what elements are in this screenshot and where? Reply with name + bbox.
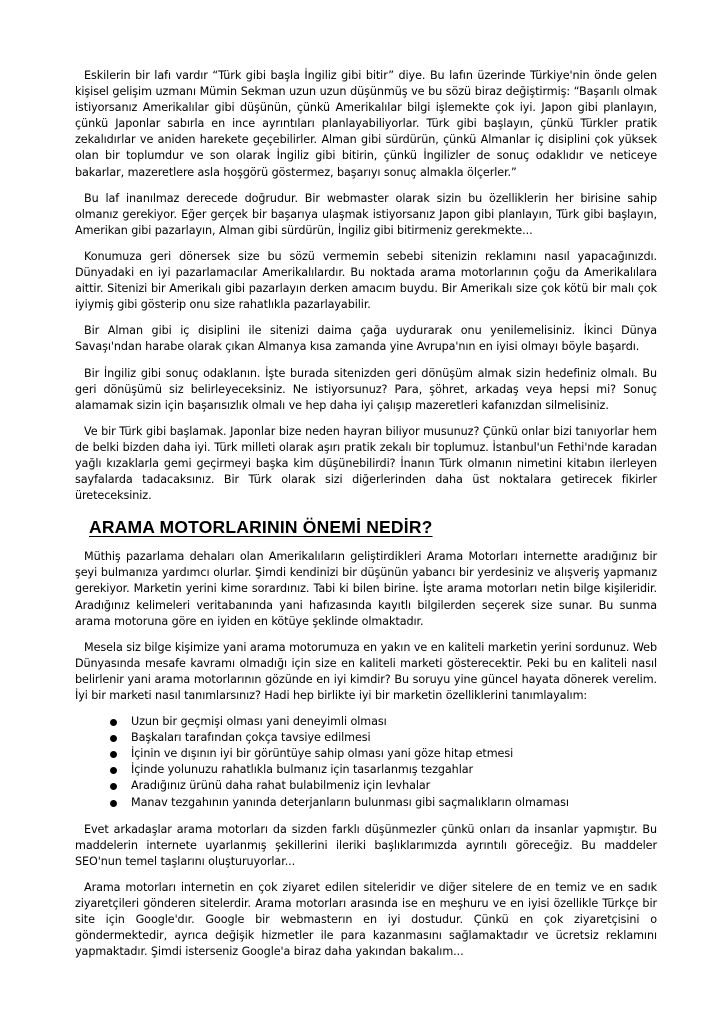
intro-paragraph-2: Bu laf inanılmaz derecede doğrudur. Bir webmaster olarak sizin bu özelliklerin her birisine sahip olmanız gerekiyor. Eğer gerçek bir başarıya ulaşmak istiyorsanız Japon gibi planlayın, Türk gibi başlayın, Amerikan gibi pazarlayın, Alman gibi sürdürün, İngiliz gibi bitirmeniz gerekmekte... [75,191,657,237]
list-item-text: Aradığınız ürünü daha rahat bulabilmeniz için levhalar [131,779,431,793]
closing-paragraph-1: Evet arkadaşlar arama motorları da sizden farklı düşünmezler çünkü onları da insanlar yapmıştır. Bu maddelerin internete uyarlanmış şekillerini ileriki başlıklarımızda ayrıntılı göreceğiz. Bu maddeler SEO'nun temel taşlarını oluşturuyorlar... [75,822,657,868]
bullet-icon [110,735,117,742]
bullet-icon [110,751,117,758]
bullet-icon [110,800,117,807]
section-heading: ARAMA MOTORLARININ ÖNEMİ NEDİR? [89,517,433,538]
intro-paragraph-1: Eskilerin bir lafı vardır “Türk gibi başla İngiliz gibi bitir” diye. Bu lafın üzerinde Türkiye'nin önde gelen kişisel gelişim uzmanı Mümin Sekman uzun uzun düşünmüş ve bu sözü biraz değiştirmiş: “Başarılı olmak istiyorsanız Amerikalılar gibi düşünün, çünkü Amerikalılar bilgi işlemekte çok iyi. Japon gibi planlayın, çünkü Japonlar sabırla en ince ayrıntıları planlayabiliyorlar. Türk gibi başlayın, çünkü Türkler pratik zekalıdırlar ve aniden harekete geçebilirler. Alman gibi sürdürün, çünkü Almanlar iç disiplini çok yüksek olan bir toplumdur ve son olarak İngiliz gibi bitirin, çünkü İngilizler de sonuç odaklıdır ve neticeye bakarlar, mazeretlere asla hoşgörü göstermez, başarıyı sonuç almakla ölçerler.” [75,69,657,179]
intro-paragraph-5: Bir İngiliz gibi sonuç odaklanın. İşte burada sitenizden geri dönüşüm almak sizin hedefiniz olmalı. Bu geri dönüşümü siz belirleyeceksiniz. Ne istiyorsunuz? Para, şöhret, arkadaş veya hepsi mi? Sonuç alamamak sizin için başarısızlık olmalı ve hep daha iyi çalışıp mazeretleri kafanızdan silmelisiniz. [75,366,657,412]
bullet-icon [110,767,117,774]
list-item [75,778,657,794]
list-item [75,762,657,778]
section-paragraph-1: Müthiş pazarlama dehaları olan Amerikalıların geliştirdikleri Arama Motorları internette aradığınız bir şeyi bulmanıza yardımcı olurlar. Şimdi kendinizi bir düşünün yabancı bir yerdesiniz ve alışveriş yapmanız gerekiyor. Marketin yerini kime sorardınız. Tabi ki bilen birine. İşte arama motorları netin bilge kişileridir. Aradığınız kelimeleri veritabanında yani hafızasında kayıtlı bilgilerden seçerek size sunar. Bu sunma arama motoruna göre en iyiden en kötüye şeklinde olmaktadır. [75,550,657,628]
list-item [75,795,657,811]
list-item-text: İçinin ve dışının iyi bir görüntüye sahip olması yani göze hitap etmesi [131,747,514,761]
list-item-text: Manav tezgahının yanında deterjanların bulunması gibi saçmalıkların olmaması [131,795,569,809]
bullet-icon [110,783,117,790]
bullet-icon [110,719,117,726]
list-item-text: Uzun bir geçmişi olması yani deneyimli olması [131,715,387,729]
list-item-text: Başkaları tarafından çokça tavsiye edilmesi [131,731,371,745]
intro-paragraph-3: Konumuza geri dönersek size bu sözü vermemin sebebi sitenizin reklamını nasıl yapacağınızdı. Dünyadaki en iyi pazarlamacılar Amerikalılardır. Bu noktada arama motorlarının çoğu da Amerikalılara aittir. Sitenizi bir Amerikalı gibi pazarlayın derken amacım buydu. Bir Amerikalı size çok kötü bir malı çok iyiymiş gibi gösterip onu size rahatlıkla pazarlayabilir. [75,249,657,312]
list-item [75,714,657,730]
list-item [75,746,657,762]
section-paragraph-2: Mesela siz bilge kişimize yani arama motorumuza en yakın ve en kaliteli marketin yerini sordunuz. Web Dünyasında mesafe kavramı olmadığı için size en kaliteli marketi gösterecektir. Peki bu en kaliteli nasıl belirlenir yani arama motorlarının gözünde en iyi kimdir? Bu soruyu yine güncel hayata dönerek verelim. İyi bir marketi nasıl tanımlarsınız? Hadi hep birlikte iyi bir marketin özelliklerini tanımlayalım: [75,640,657,702]
market-features-list [75,714,657,811]
list-item-text: İçinde yolunuzu rahatlıkla bulmanız için tasarlanmış tezgahlar [131,763,474,777]
intro-paragraph-4: Bir Alman gibi iç disiplini ile sitenizi daima çağa uydurarak onu yenilemelisiniz. İkinci Dünya Savaşı'ndan harabe olarak çıkan Almanya kısa zamanda yine Avrupa'nın en iyisi olmayı böyle başardı. [75,324,657,354]
list-item [75,730,657,746]
document-page [75,68,657,970]
closing-paragraph-2: Arama motorları internetin en çok ziyaret edilen siteleridir ve diğer sitelere de en temiz ve en sadık ziyaretçileri gönderen sitelerdir. Arama motorları arasında ise en meşhuru ve en iyisi özellikle Türkçe bir site için Google'dır. Google bir webmasterın en iyi dostudur. Çünkü en çok ziyaretçisini o göndermektedir, ayrıca değişik hizmetler ile para kazanmasını sağlamaktadır ve ücretsiz reklamını yapmaktadır. Şimdi isterseniz Google'a biraz daha yakından bakalım... [75,880,657,959]
intro-paragraph-6: Ve bir Türk gibi başlamak. Japonlar bize neden hayran biliyor musunuz? Çünkü onlar bizi tanıyorlar hem de belki bizden daha iyi. Türk milleti olarak aşırı pratik zekalı bir toplumuz. İstanbul'un Fethi'nde karadan yağlı kızaklarla gemi geçirmeyi başka kim düşünebilirdi? İnanın Türk olmanın nimetini kitabın ilerleyen sayfalarda tadacaksınız. Bir Türk olarak sizi diğerlerinden daha üst noktalara getirecek fikirler üreteceksiniz. [75,424,657,503]
